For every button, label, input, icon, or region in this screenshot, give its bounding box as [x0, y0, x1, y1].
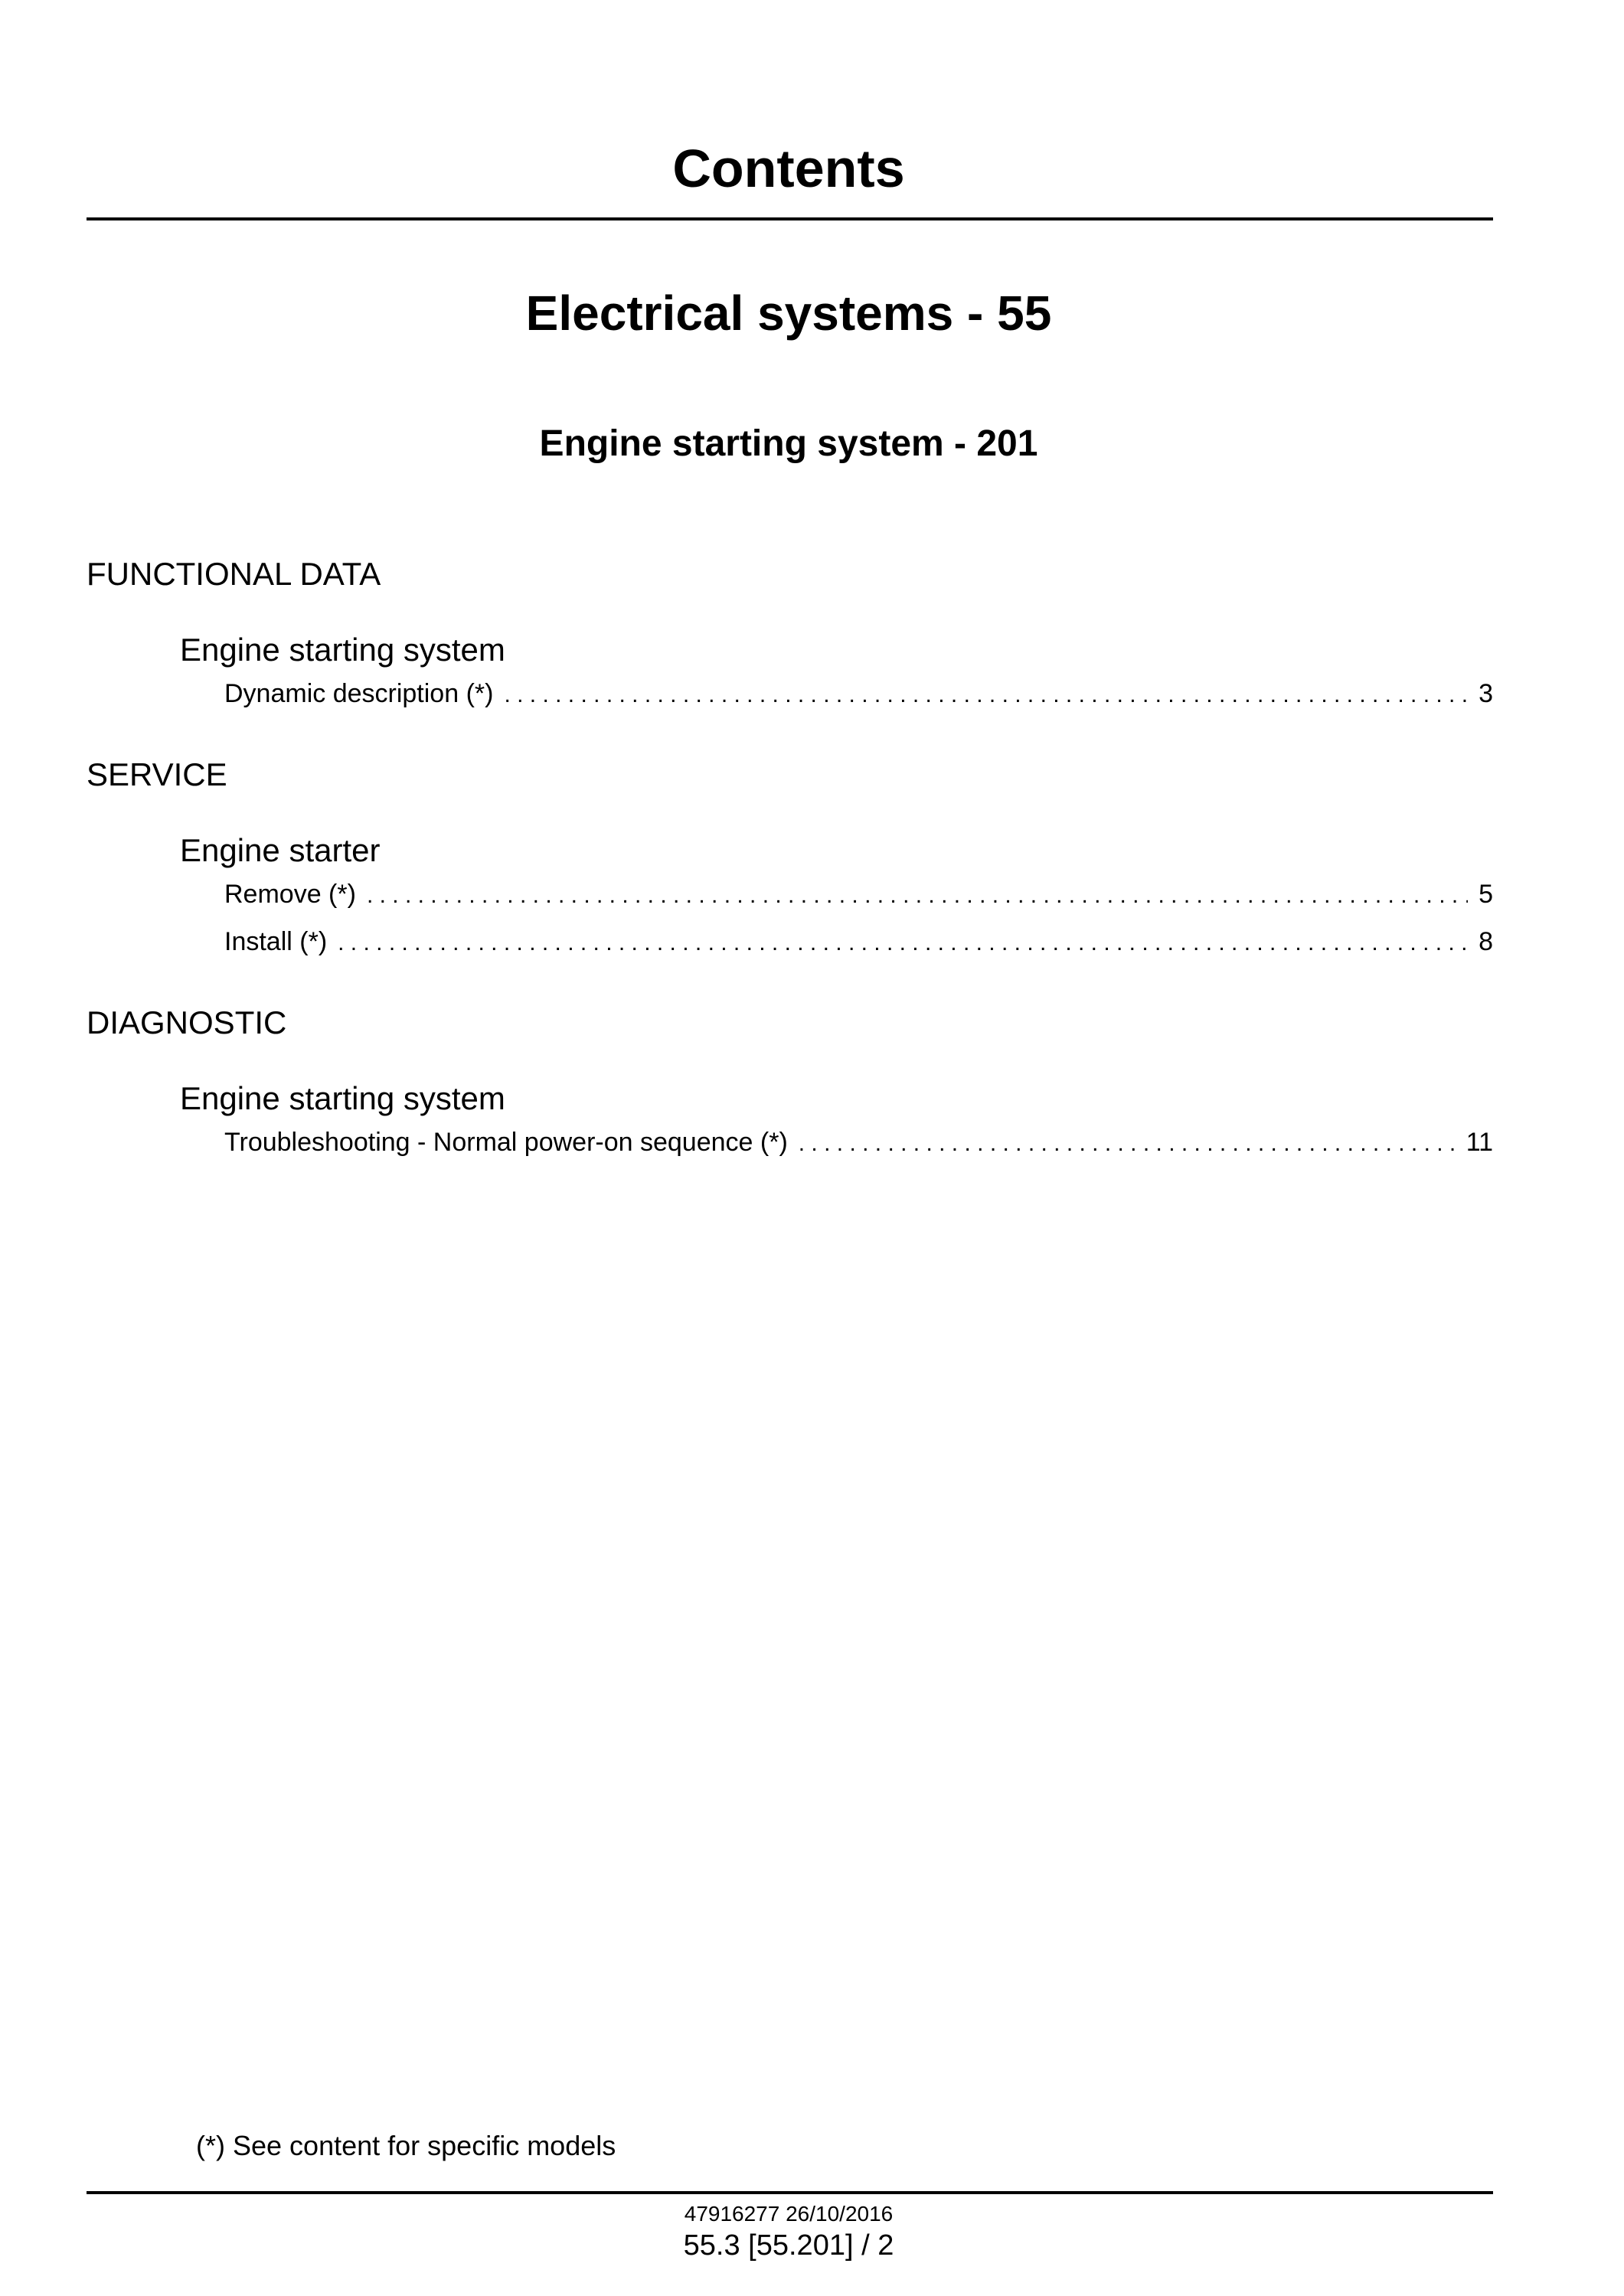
top-divider	[87, 217, 1493, 220]
dot-leader	[338, 920, 1468, 966]
category-heading: SERVICE	[87, 756, 227, 792]
entry-page-number: 3	[1479, 679, 1493, 708]
toc-group	[87, 1078, 1493, 1167]
page-title: Contents	[672, 139, 905, 198]
toc-entry-install[interactable]	[180, 919, 1493, 966]
category-heading: DIAGNOSTIC	[87, 1004, 287, 1040]
entry-label: Remove (*)	[224, 880, 356, 909]
table-of-contents	[87, 553, 1493, 1202]
toc-entry-dynamic-description[interactable]	[180, 671, 1493, 718]
footnote: (*) See content for specific models	[196, 2130, 616, 2161]
page-reference: 55.3 [55.201] / 2	[683, 2229, 894, 2262]
toc-group	[87, 830, 1493, 966]
dot-leader	[367, 873, 1468, 919]
toc-entry-remove[interactable]	[180, 871, 1493, 919]
entry-page-number: 8	[1479, 927, 1493, 956]
dot-leader	[799, 1121, 1456, 1167]
entry-label: Dynamic description (*)	[224, 679, 494, 708]
toc-category-functional-data	[87, 553, 1493, 718]
category-heading: FUNCTIONAL DATA	[87, 556, 381, 592]
entry-page-number: 5	[1479, 880, 1493, 909]
group-heading: Engine starting system	[180, 632, 505, 668]
dot-leader	[504, 672, 1468, 718]
section-title: Electrical systems - 55	[525, 286, 1052, 341]
toc-group	[87, 629, 1493, 718]
entry-label: Troubleshooting - Normal power-on sequence (*)	[224, 1128, 788, 1157]
document-id: 47916277 26/10/2016	[684, 2202, 894, 2226]
subsection-title: Engine starting system - 201	[539, 423, 1038, 464]
toc-category-service	[87, 753, 1493, 966]
group-heading: Engine starting system	[180, 1080, 505, 1116]
bottom-divider	[87, 2191, 1493, 2194]
entry-label: Install (*)	[224, 927, 328, 956]
group-heading: Engine starter	[180, 832, 381, 868]
toc-entry-troubleshooting[interactable]	[180, 1119, 1493, 1167]
toc-category-diagnostic	[87, 1001, 1493, 1167]
entry-page-number: 11	[1466, 1128, 1493, 1157]
